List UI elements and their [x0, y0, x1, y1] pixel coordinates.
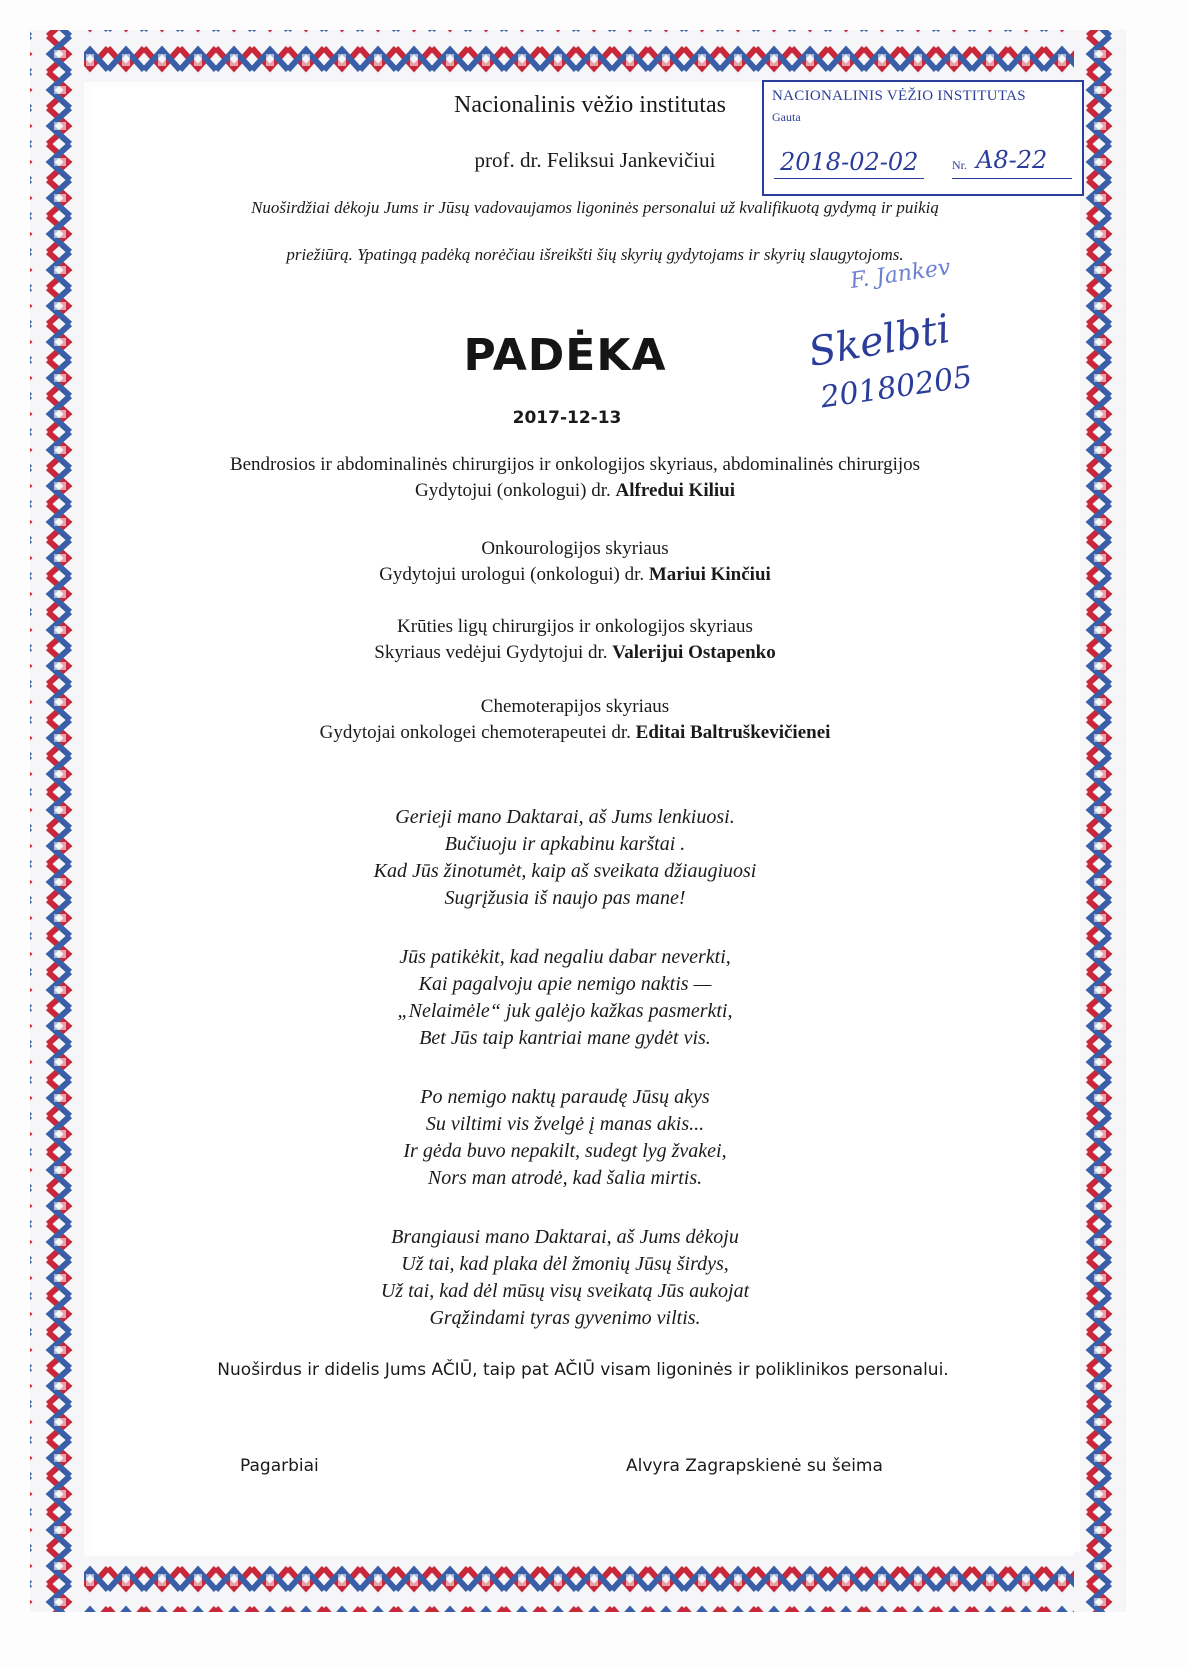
intro-line-2: priežiūrą. Ypatingą padėką norėčiau išreikšti šių skyrių gydytojams ir skyrių slaugytojoms.: [286, 245, 904, 264]
poem-line: Sugrįžusia iš naujo pas mane!: [444, 887, 686, 909]
stamp-received: Gauta: [772, 110, 801, 124]
poem-line: Kad Jūs žinotumėt, kaip aš sveikata džiaugiuosi: [373, 860, 757, 882]
doctor-name: Valerijui Ostapenko: [612, 642, 776, 663]
registration-stamp: [762, 80, 1084, 196]
doctor-line: Gydytojai onkologei chemoterapeutei dr. Editai Baltruškevičienei: [319, 722, 831, 743]
poem-line: Jūs patikėkit, kad negaliu dabar neverkti,: [399, 946, 731, 968]
closing-author: Alvyra Zagrapskienė su šeima: [626, 1456, 883, 1476]
doctor-line: Skyriaus vedėjui Gydytojui dr. Valerijui Ostapenko: [374, 642, 776, 663]
poem-line: Grąžindami tyras gyvenimo viltis.: [429, 1307, 701, 1329]
poem-line: Su viltimi vis žvelgė į manas akis...: [425, 1113, 705, 1135]
recipient-line: prof. dr. Feliksui Jankevičiui: [474, 148, 716, 172]
thanks-line: Nuoširdus ir didelis Jums AČIŪ, taip pat AČIŪ visam ligoninės ir poliklinikos personalui.: [217, 1360, 949, 1380]
department-block-1: [0, 452, 1170, 504]
department-name: Bendrosios ir abdominalinės chirurgijos ir onkologijos skyriaus, abdominalinės chirurgijos: [229, 454, 921, 475]
poem-stanza-2: [0, 944, 1160, 1052]
poem-line: Už tai, kad plaka dėl žmonių Jūsų širdys,: [401, 1253, 729, 1275]
poem-line: Po nemigo naktų paraudę Jūsų akys: [420, 1086, 710, 1108]
doctor-line: Gydytojui urologui (onkologui) dr. Mariui Kinčiui: [379, 564, 771, 585]
stamp-nr-value: A8-22: [976, 146, 1048, 174]
poem-line: Kai pagalvoju apie nemigo naktis —: [418, 973, 712, 995]
department-name: Onkourologijos skyriaus: [481, 538, 669, 559]
letter-title: PADĖKA: [463, 330, 667, 381]
poem-line: Nors man atrodė, kad šalia mirtis.: [427, 1167, 703, 1189]
department-name: Chemoterapijos skyriaus: [480, 696, 670, 717]
doctor-name: Mariui Kinčiui: [648, 564, 771, 585]
poem-stanza-4: [0, 1224, 1160, 1332]
doctor-name: Editai Baltruškevičienei: [635, 722, 831, 743]
poem-line: Brangiausi mano Daktarai, aš Jums dėkoju: [391, 1226, 739, 1248]
letter-date: 2017-12-13: [512, 408, 622, 428]
doctor-name: Alfredui Kiliui: [615, 480, 736, 501]
poem-line: Gerieji mano Daktarai, aš Jums lenkiuosi.: [395, 806, 735, 828]
poem-line: Ir gėda buvo nepakilt, sudegt lyg žvakei,: [403, 1140, 727, 1162]
institution-name: Nacionalinis vėžio institutas: [454, 92, 726, 118]
stamp-date: 2018-02-02: [780, 148, 919, 176]
handwritten-note-top: F. Jankev: [848, 255, 952, 294]
intro-line-1: Nuoširdžiai dėkoju Jums ir Jūsų vadovaujamos ligoninės personalui už kvalifikuotą gydymą ir puikią: [251, 198, 939, 217]
poem-line: „Nelaimėle“ juk galėjo kažkas pasmerkti,: [397, 1000, 733, 1022]
doctor-line: Gydytojui (onkologui) dr. Alfredui Kiliui: [414, 480, 736, 501]
handwritten-note-date: 20180205: [818, 359, 975, 416]
handwritten-note-main: Skelbti: [805, 305, 954, 377]
closing-regards: Pagarbiai: [240, 1456, 319, 1476]
stamp-nr-label: Nr.: [952, 158, 967, 172]
department-name: Krūties ligų chirurgijos ir onkologijos skyriaus: [397, 616, 753, 637]
poem-stanza-3: [0, 1084, 1160, 1192]
poem-line: Bučiuoju ir apkabinu karštai .: [444, 833, 686, 855]
stamp-org: NACIONALINIS VĖŽIO INSTITUTAS: [772, 88, 1026, 104]
department-block-3: [0, 614, 1170, 666]
department-block-4: [0, 694, 1170, 746]
stamp-nr-line: [952, 178, 1072, 179]
poem-line: Bet Jūs taip kantriai mane gydėt vis.: [419, 1027, 711, 1049]
poem-line: Už tai, kad dėl mūsų visų sveikatą Jūs aukojat: [380, 1280, 750, 1302]
stamp-date-line: [774, 178, 924, 179]
department-block-2: [0, 536, 1170, 588]
poem-stanza-1: [0, 804, 1160, 912]
